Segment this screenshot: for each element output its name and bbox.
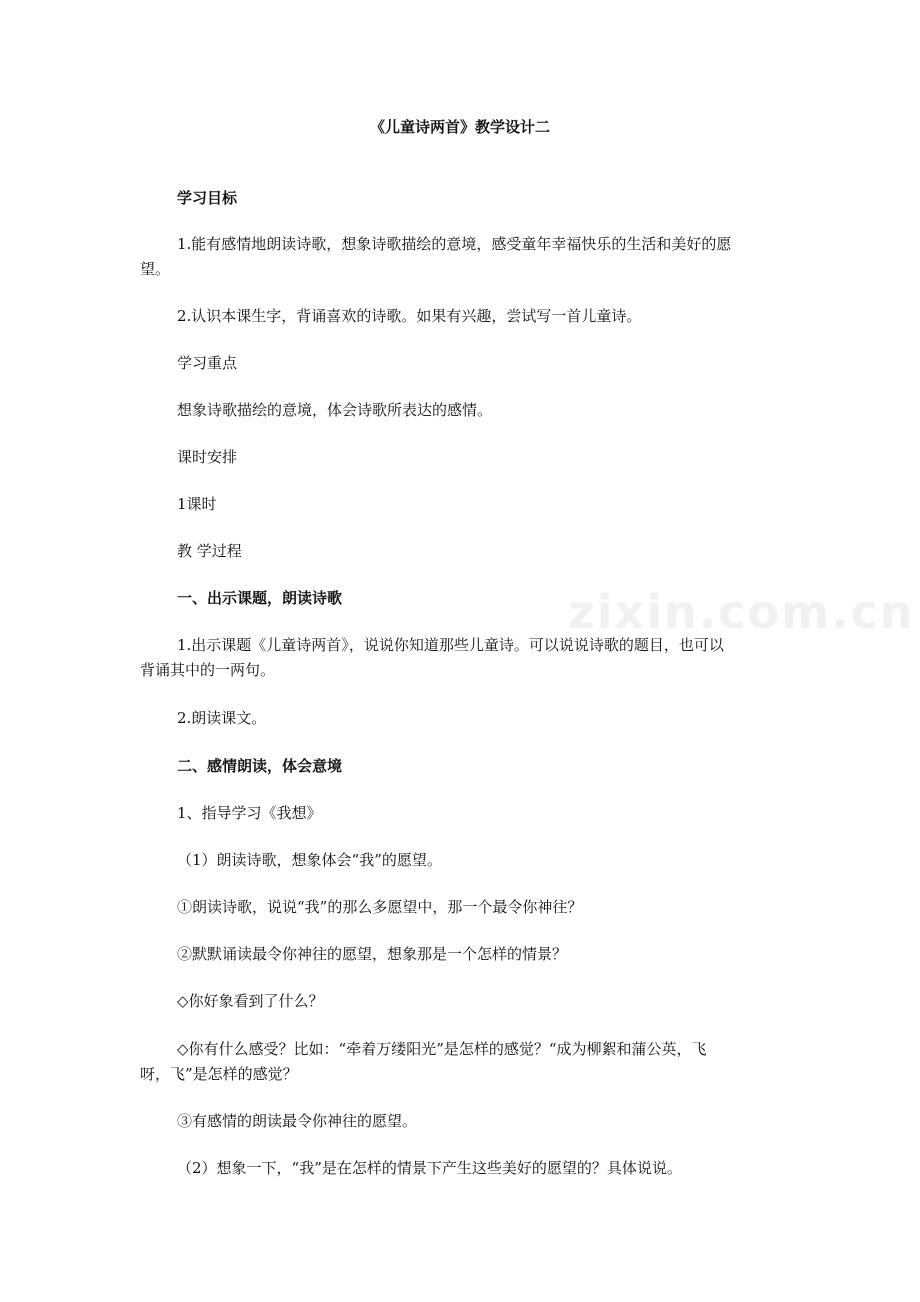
section-1-item-2: 2.朗读课文。 xyxy=(177,709,267,727)
heading-key-points: 学习重点 xyxy=(177,354,238,372)
bullet-1: ◇你好象看到了什么？ xyxy=(177,992,324,1010)
schedule-text: 1课时 xyxy=(177,495,217,513)
section-1-heading: 一、出示课题，朗读诗歌 xyxy=(177,589,343,607)
heading-schedule: 课时安排 xyxy=(177,448,238,466)
goal-2: 2.认识本课生字，背诵喜欢的诗歌。如果有兴趣，尝试写一首儿童诗。 xyxy=(177,307,642,325)
section-2-heading: 二、感情朗读，体会意境 xyxy=(177,757,343,775)
subitem-1-b: ②默默诵读最令你神往的愿望，想象那是一个怎样的情景？ xyxy=(177,945,568,963)
watermark: zixin.com.cn xyxy=(568,585,915,639)
goal-1-line-1: 1.能有感情地朗读诗歌，想象诗歌描绘的意境，感受童年幸福快乐的生活和美好的愿 xyxy=(177,235,732,253)
bullet-2-line-1: ◇你有什么感受？比如：“牵着万缕阳光”是怎样的感觉？“成为柳絮和蒲公英，飞 xyxy=(177,1040,707,1058)
subitem-1: （1）朗读诗歌，想象体会“我”的愿望。 xyxy=(177,851,442,869)
subitem-1-c: ③有感情的朗读最令你神往的愿望。 xyxy=(177,1112,418,1130)
section-2-item-1: 1、指导学习《我想》 xyxy=(177,804,322,822)
bullet-2-line-2: 呀，飞”是怎样的感觉？ xyxy=(140,1065,298,1083)
heading-learning-goals: 学习目标 xyxy=(177,189,238,207)
subitem-2: （2）想象一下，“我”是在怎样的情景下产生这些美好的愿望的？具体说说。 xyxy=(177,1159,682,1177)
goal-1-line-2: 望。 xyxy=(140,260,171,278)
subitem-1-a: ①朗读诗歌，说说“我”的那么多愿望中，那一个最令你神往？ xyxy=(177,898,583,916)
section-1-item-1-line-2: 背诵其中的一两句。 xyxy=(140,661,276,679)
section-1-item-1-line-1: 1.出示课题《儿童诗两首》，说说你知道那些儿童诗。可以说说诗歌的题目，也可以 xyxy=(177,636,724,654)
key-point-text: 想象诗歌描绘的意境，体会诗歌所表达的感情。 xyxy=(177,401,493,419)
document-title: 《儿童诗两首》教学设计二 xyxy=(369,118,550,136)
heading-process: 教 学过程 xyxy=(177,542,242,560)
